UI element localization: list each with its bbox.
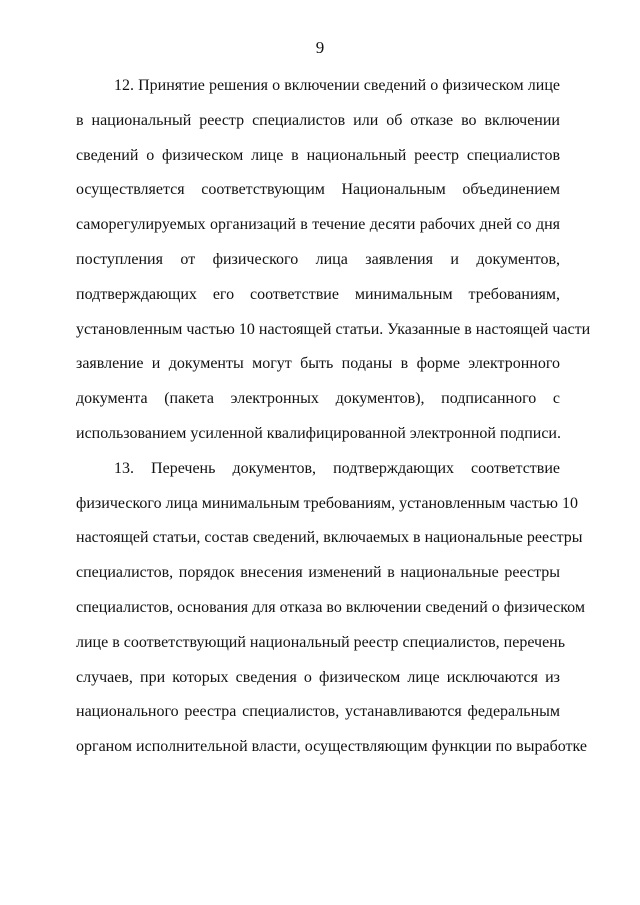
paragraph-13-line-2: физического лица минимальным требованиям, установленным частью 10 — [76, 495, 578, 512]
paragraph-12-line-9: заявление и документы могут быть поданы в форме электронного — [76, 355, 560, 372]
paragraph-13-line-6: лице в соответствующий национальный реестр специалистов, перечень — [76, 634, 566, 651]
page-number: 9 — [315, 38, 325, 57]
paragraph-13-line-1: 13. Перечень документов, подтверждающих соответствие — [114, 460, 560, 477]
paragraph-12-line-4: осуществляется соответствующим Национальным объединением — [76, 181, 560, 198]
paragraph-12-line-6: поступления от физического лица заявления и документов, — [76, 251, 560, 268]
paragraph-13-line-3: настоящей статьи, состав сведений, включаемых в национальные реестры — [76, 529, 583, 546]
paragraph-13-line-9: органом исполнительной власти, осуществляющим функции по выработке — [76, 738, 587, 755]
paragraph-12-line-3: сведений о физическом лице в национальный реестр специалистов — [76, 147, 560, 164]
paragraph-12-line-10: документа (пакета электронных документов), подписанного с — [76, 390, 560, 407]
paragraph-12-line-7: подтверждающих его соответствие минимальным требованиям, — [76, 286, 560, 303]
paragraph-12-line-11: использованием усиленной квалифицированной электронной подписи. — [76, 425, 561, 442]
paragraph-12-line-8: установленным частью 10 настоящей статьи. Указанные в настоящей части — [76, 321, 591, 338]
paragraph-13-line-4: специалистов, порядок внесения изменений в национальные реестры — [76, 564, 560, 581]
paragraph-13-line-7: случаев, при которых сведения о физическом лице исключаются из — [76, 669, 560, 686]
paragraph-13-line-5: специалистов, основания для отказа во включении сведений о физическом — [76, 599, 585, 616]
paragraph-12-line-1: 12. Принятие решения о включении сведений о физическом лице — [114, 77, 560, 94]
paragraph-12-line-5: саморегулируемых организаций в течение десяти рабочих дней со дня — [76, 216, 560, 233]
paragraph-13-line-8: национального реестра специалистов, устанавливаются федеральным — [76, 703, 560, 720]
paragraph-12-line-2: в национальный реестр специалистов или об отказе во включении — [76, 112, 560, 129]
